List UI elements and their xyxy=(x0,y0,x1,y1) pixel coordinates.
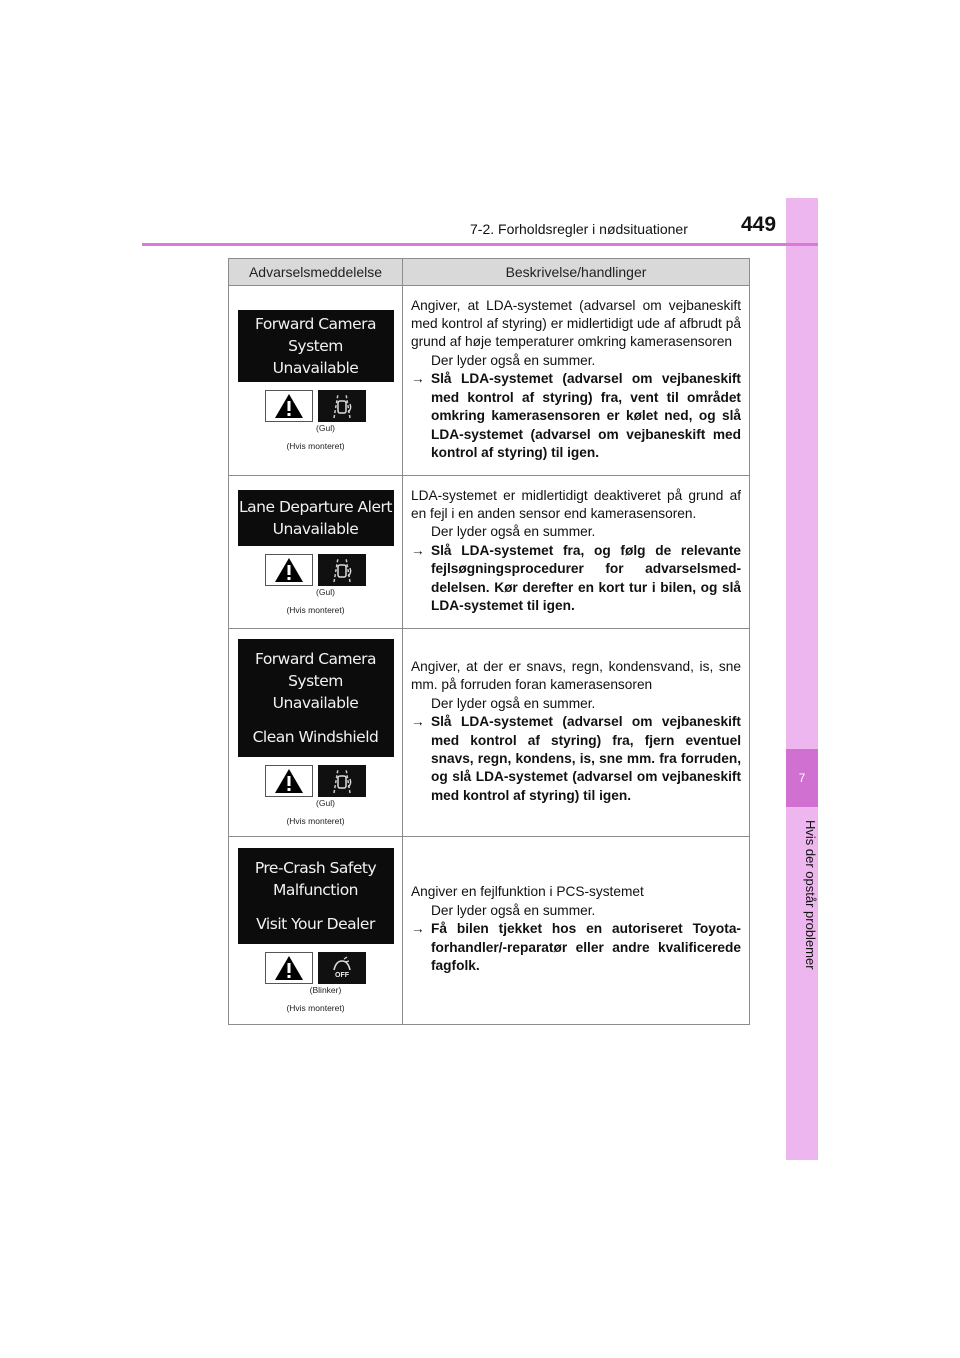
action-text: Slå LDA-systemet fra, og følg de relevante fejlsøgningsprocedurer for advarselsmeddelelsen. Kør derefter en kort tur i bilen, og slå LDA-systemet til igen. xyxy=(431,542,741,614)
color-note: (Gul) xyxy=(316,798,335,808)
warning-triangle-icon xyxy=(265,390,313,422)
page-number: 449 xyxy=(741,213,777,236)
warning-triangle-icon xyxy=(265,765,313,797)
warning-triangle-icon xyxy=(265,952,313,984)
sound-note: Der lyder også en summer. xyxy=(431,352,596,368)
fitted-note: (Hvis monteret) xyxy=(286,604,345,615)
description-cell xyxy=(403,629,750,837)
lane-keep-icon xyxy=(318,554,366,586)
indicator-icons xyxy=(229,765,402,797)
screen-line: System xyxy=(288,672,343,690)
action-item xyxy=(411,920,741,975)
screen-line: Lane Departure Alert xyxy=(239,497,392,516)
table-header-row xyxy=(229,259,750,286)
col-header-description: Beskrivelse/handlinger xyxy=(403,259,750,286)
color-note: (Gul) xyxy=(316,586,335,597)
screen-line: Unavailable xyxy=(272,519,359,538)
pcs-off-label: OFF xyxy=(335,972,349,979)
display-screen xyxy=(238,310,394,382)
description-text: Angiver en fejlfunktion i PCS-systemet xyxy=(411,884,644,900)
warning-triangle-icon xyxy=(265,554,313,586)
display-screen xyxy=(238,639,394,757)
screen-line: Malfunction xyxy=(273,881,358,899)
color-note: (Gul) xyxy=(316,423,335,433)
fitted-note: (Hvis monteret) xyxy=(286,1003,345,1013)
table-row xyxy=(229,837,750,1025)
description-text: Angiver, at der er snavs, regn, kondensvand, is, sne mm. på forruden foran kamerasensoren xyxy=(411,658,741,693)
pcs-off-icon xyxy=(318,952,366,984)
color-note: (Blinker) xyxy=(309,985,342,995)
action-text: Få bilen tjekket hos en autoriseret Toyota-forhandler/-reparatør eller andre kvalificerede fagfolk. xyxy=(431,921,741,974)
action-item xyxy=(411,713,741,805)
screen-line: Visit Your Dealer xyxy=(256,915,375,933)
lane-keep-icon xyxy=(318,765,366,797)
lane-keep-icon xyxy=(318,390,366,422)
action-item xyxy=(411,542,741,616)
action-text: Slå LDA-systemet (advarsel om vejbaneskift med kontrol af styring) fra, fjern eventuel snavs, regn, kondens, is, sne mm. fra forruden, og slå LDA-systemet (advarsel om vejbaneskift med kontrol af styring) til igen. xyxy=(431,714,741,803)
description-cell xyxy=(403,286,750,476)
screen-line: Forward Camera xyxy=(254,315,377,333)
chapter-title: Hvis der opstår problemer xyxy=(803,820,818,970)
screen-line: System xyxy=(288,337,343,355)
action-item xyxy=(411,370,741,462)
screen-line: Clean Windshield xyxy=(252,728,379,746)
display-screen xyxy=(238,490,394,546)
indicator-icons xyxy=(229,554,402,586)
screen-line: Unavailable xyxy=(272,694,359,712)
chapter-side-tab xyxy=(786,198,818,1160)
arrow-icon: → xyxy=(411,542,425,558)
indicator-icons xyxy=(229,952,402,984)
message-cell xyxy=(229,476,403,629)
message-cell xyxy=(229,629,403,837)
message-cell xyxy=(229,837,403,1025)
description-cell xyxy=(403,837,750,1025)
table-row xyxy=(229,476,750,629)
sound-note: Der lyder også en summer. xyxy=(431,902,596,918)
header-rule xyxy=(142,243,818,246)
fitted-note: (Hvis monteret) xyxy=(286,441,345,451)
screen-line: Unavailable xyxy=(272,359,359,377)
arrow-icon: → xyxy=(411,371,425,387)
sound-note: Der lyder også en summer. xyxy=(431,524,596,540)
indicator-icons xyxy=(229,390,402,422)
table-row xyxy=(229,629,750,837)
sound-note: Der lyder også en summer. xyxy=(431,695,596,711)
message-cell xyxy=(229,286,403,476)
fitted-note: (Hvis monteret) xyxy=(286,816,345,826)
col-header-message: Advarselsmeddelelse xyxy=(229,259,403,286)
chapter-number: 7 xyxy=(786,749,818,807)
section-title: 7-2. Forholdsregler i nødsituationer xyxy=(470,221,688,237)
description-text: Angiver, at LDA-systemet (advarsel om vejbaneskift med kontrol af styring) er midlertidigt ude af afbrudt på grund af høje temperaturer omkring kamerasensoren xyxy=(411,297,741,350)
description-text: LDA-systemet er midlertidigt deaktiveret på grund af en fejl i en anden sensor end kamerasensoren. xyxy=(411,487,741,521)
action-text: Slå LDA-systemet (advarsel om vejbaneskift med kontrol af styring) fra, vent til området omkring kamerasensoren er kølet ned, og slå LDA-systemet (advarsel om vejbaneskift med kontrol af styring) til igen. xyxy=(431,371,741,460)
screen-line: Pre-Crash Safety xyxy=(254,859,377,877)
display-screen xyxy=(238,848,394,944)
arrow-icon: → xyxy=(411,921,425,937)
warning-table xyxy=(228,258,750,1025)
arrow-icon: → xyxy=(411,714,425,730)
table-row xyxy=(229,286,750,476)
screen-line: Forward Camera xyxy=(254,650,377,668)
description-cell xyxy=(403,476,750,629)
